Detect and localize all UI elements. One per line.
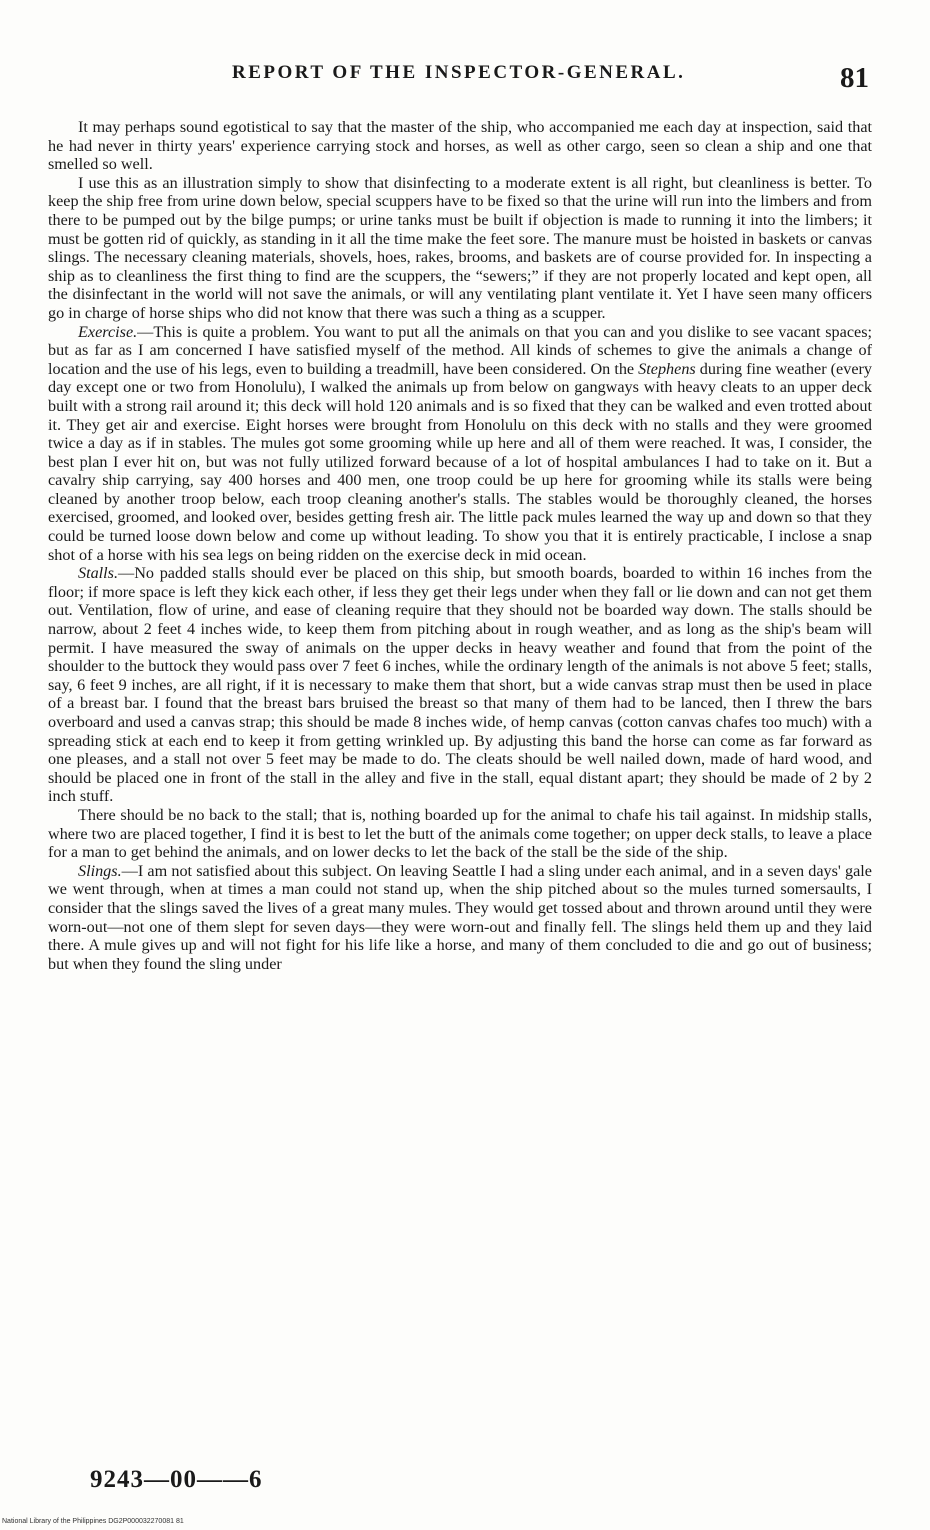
paragraph-heading: Stephens	[638, 359, 696, 378]
paragraph	[48, 174, 872, 323]
paragraph-heading: Exercise.	[78, 322, 138, 341]
page-number: 81	[840, 62, 869, 94]
paragraph	[48, 323, 872, 565]
paragraph-text: during fine weather (every day except one or two from Honolulu), I walked the animals up from below on gangways with heavy cleats to an upper deck built with a strong rail around it; this deck will hold 120 animals and is so fixed that they can be walked and even trotted about it. They get air and exercise. Eight horses were brought from Honolulu on this deck with no stalls and they were groomed twice a day as if in stables. The mules got some grooming while up here and all of them were reached. It was, I consider, the best plan I ever hit on, but was not fully utilized forward because of a lot of hospital ambulances I had to take on it. But a cavalry ship carrying, say 400 horses and 400 men, one troop could be up here for grooming while its stalls were being cleaned by another troop below, each troop cleaning another's stalls. The stables would be thoroughly cleaned, the horses exercised, groomed, and looked over, besides getting fresh air. The little pack mules learned the way up and down so that they could be turned loose down below and come up without leading. To show you that it is entirely practicable, I inclose a snap shot of a horse with his sea legs on being ridden on the exercise deck in mid ocean.	[48, 359, 872, 564]
paragraph	[48, 862, 872, 974]
body-text	[48, 118, 872, 973]
running-head: REPORT OF THE INSPECTOR-GENERAL.	[232, 62, 686, 83]
signature-mark: 9243—00——6	[90, 1466, 263, 1493]
paragraph	[48, 806, 872, 862]
paragraph-text: —This is quite a problem. You want to put all the animals on that you can and you dislike to see vacant spaces; but as far as I am concerned I have satisfied myself of the method. All kinds of schemes to give the animals a change of location and the use of his legs, even to building a treadmill, have been considered. On the	[48, 322, 872, 378]
paragraph-text: —I am not satisfied about this subject. On leaving Seattle I had a sling under each animal, and in a seven days' gale we went through, when at times a man could not stand up, when the ship pitched about so the mules turned somersaults, I consider that the slings saved the lives of a great many mules. They would get tossed about and thrown around until they were worn-out—not one of them slept for seven days—they were worn-out and finally fell. The slings held them up and they laid there. A mule gives up and will not fight for his life like a horse, and many of them concluded to die and go out of business; but when they found the sling under	[48, 861, 872, 973]
page-header	[0, 62, 930, 102]
paragraph-text: —No padded stalls should ever be placed on this ship, but smooth boards, boarded to within 16 inches from the floor; if more space is left they kick each other, if less they get their legs under when they fall or lie down and can not get them out. Ventilation, flow of urine, and ease of cleaning require that they should not be boarded way down. The stalls should be narrow, about 2 feet 4 inches wide, to keep them from pitching about in rough weather, and as long as the ship's beam will permit. I have measured the sway of animals on the upper decks in heavy weather and found that from the point of the shoulder to the buttock they would pass over 7 feet 6 inches, while the ordinary length of the animals is not above 5 feet; stalls, say, 6 feet 9 inches, are all right, if it is necessary to make them that short, but a wide canvas strap must then be used in place of a breast bar. I found that the breast bars bruised the breast so that many of them had to be lanced, then I threw the bars overboard and used a canvas strap; this should be made 8 inches wide, of hemp canvas (cotton canvas chafes too much) with a spreading stick at each end to keep it from getting wrinkled up. By adjusting this band the horse can come as far forward as one pleases, and a stall not over 5 feet may be made to do. The cleats should be well nailed down, made of hard wood, and should be placed one in front of the stall in the alley and five in the stall, equal distant apart; they should be made of 2 by 2 inch stuff.	[48, 564, 872, 806]
paragraph	[48, 564, 872, 806]
paragraph	[48, 118, 872, 174]
paragraph-text: I use this as an illustration simply to show that disinfecting to a moderate extent is all right, but cleanliness is better. To keep the ship free from urine down below, special scuppers have to be fixed so that the urine will run into the limbers and from there to be pumped out by the bilge pumps; or urine tanks must be built if objection is made to running it into the limbers; it must be gotten rid of quickly, as standing in it all the time make the feet sore. The manure must be hoisted in baskets or canvas slings. The necessary cleaning materials, shovels, hoes, rakes, brooms, and baskets are of course provided for. In inspecting a ship as to cleanliness the first thing to find are the scuppers, the “sewers;” if they are not properly located and kept open, all the disinfectant in the world will not save the animals, or will any ventilating plant ventilate it. Yet I have seen many officers go in charge of horse ships who did not know that there was such a thing as a scupper.	[48, 173, 872, 322]
footer-credit: National Library of the Philippines DG2P000032270081 81	[2, 1518, 184, 1525]
paragraph-heading: Stalls.	[78, 564, 119, 583]
paragraph-text: It may perhaps sound egotistical to say that the master of the ship, who accompanied me each day at inspection, said that he had never in thirty years' experience carrying stock and horses, as well as other cargo, seen so clean a ship and one that smelled so well.	[48, 118, 872, 174]
paragraph-heading: Slings.	[78, 861, 122, 880]
paragraph-text: There should be no back to the stall; that is, nothing boarded up for the animal to chafe his tail against. In midship stalls, where two are placed together, I find it is best to let the butt of the animals come together; on upper deck stalls, to leave a place for a man to get behind the animals, and on lower decks to let the back of the stall be the side of the ship.	[48, 805, 872, 862]
